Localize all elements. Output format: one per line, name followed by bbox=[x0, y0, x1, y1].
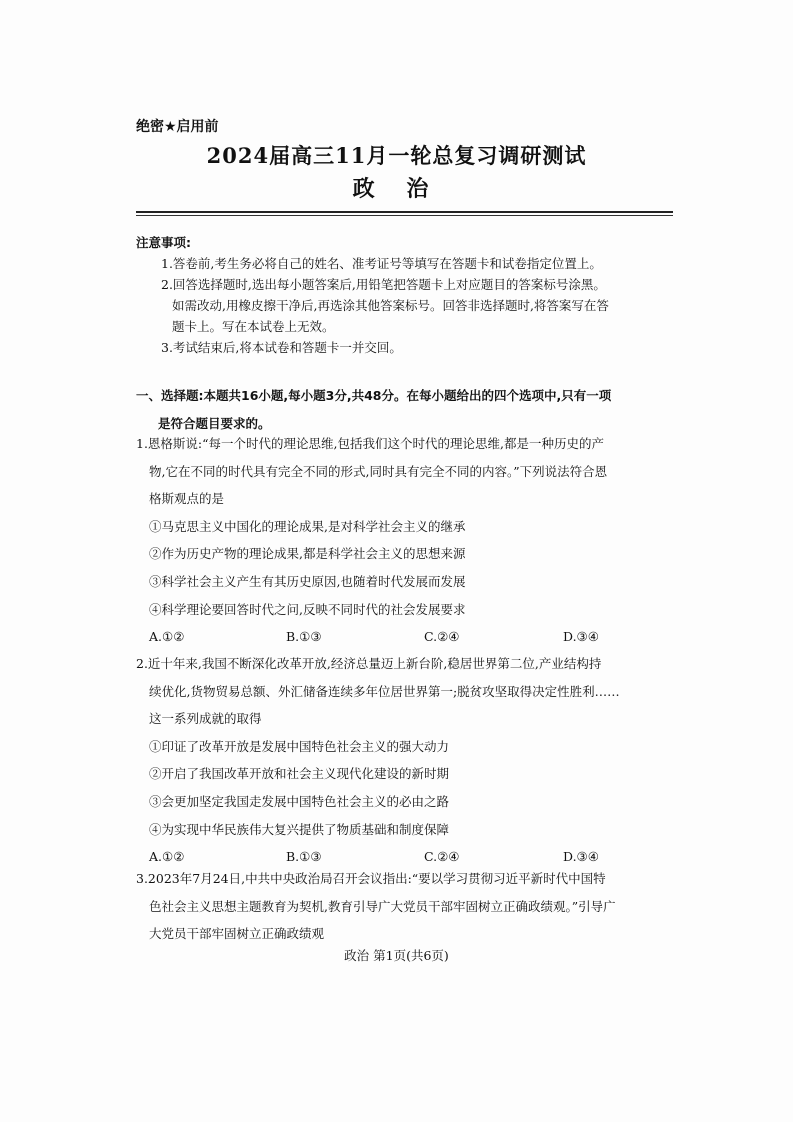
question-stem: 物,它在不同的时代具有完全不同的形式,同时具有完全不同的内容。”下列说法符合恩 bbox=[149, 463, 608, 479]
section-line-2: 是符合题目要求的。 bbox=[158, 416, 271, 431]
confidential-label: 绝密★启用前 bbox=[136, 119, 219, 135]
statement-option: ①马克思主义中国化的理论成果,是对科学社会主义的继承 bbox=[149, 518, 466, 534]
question-2 bbox=[136, 650, 681, 871]
notice-block bbox=[136, 232, 681, 358]
question-stem: 格斯观点的是 bbox=[149, 491, 225, 507]
choice-a: A.①② bbox=[149, 629, 185, 645]
choice-b: B.①③ bbox=[286, 629, 322, 645]
answer-choices bbox=[149, 623, 681, 651]
choice-d: D.③④ bbox=[563, 629, 599, 645]
header-rule-thick bbox=[136, 211, 673, 213]
notice-item-2-cont: 如需改动,用橡皮擦干净后,再选涂其他答案标号。回答非选择题时,将答案写在答 bbox=[172, 298, 609, 313]
statement-option: ③科学社会主义产生有其历史原因,也随着时代发展而发展 bbox=[149, 573, 466, 589]
notice-item-2-cont2: 题卡上。写在本试卷上无效。 bbox=[172, 319, 335, 334]
statement-option: ④为实现中华民族伟大复兴提供了物质基础和制度保障 bbox=[149, 821, 450, 837]
notice-item-3: 3.考试结束后,将本试卷和答题卡一并交回。 bbox=[161, 340, 402, 355]
notice-item-1: 1.答卷前,考生务必将自己的姓名、准考证号等填写在答题卡和试卷指定位置上。 bbox=[161, 256, 602, 271]
exam-title: 2024届高三11月一轮总复习调研测试 bbox=[206, 143, 587, 168]
notice-item-2: 2.回答选择题时,选出每小题答案后,用铅笔把答题卡上对应题目的答案标号涂黑。 bbox=[161, 277, 606, 292]
statement-option: ②作为历史产物的理论成果,都是科学社会主义的思想来源 bbox=[149, 546, 466, 562]
question-stem: 2.近十年来,我国不断深化改革开放,经济总量迈上新台阶,稳居世界第二位,产业结构持 bbox=[136, 656, 602, 671]
notice-heading: 注意事项: bbox=[136, 235, 191, 250]
statement-option: ①印证了改革开放是发展中国特色社会主义的强大动力 bbox=[149, 738, 450, 754]
statement-option: ③会更加坚定我国走发展中国特色社会主义的必由之路 bbox=[149, 793, 450, 809]
question-stem: 续优化,货物贸易总额、外汇储备连续多年位居世界第一;脱贫攻坚取得决定性胜利…… bbox=[149, 683, 620, 699]
statement-option: ④科学理论要回答时代之问,反映不同时代的社会发展要求 bbox=[149, 601, 466, 617]
question-1 bbox=[136, 430, 681, 651]
question-stem: 这一系列成就的取得 bbox=[149, 711, 262, 727]
question-stem: 3.2023年7月24日,中共中央政治局召开会议指出:“要以学习贯彻习近平新时代中国特 bbox=[136, 871, 606, 886]
choice-d: D.③④ bbox=[563, 849, 599, 865]
question-stem: 色社会主义思想主题教育为契机,教育引导广大党员干部牢固树立正确政绩观。”引导广 bbox=[149, 898, 616, 914]
choice-a: A.①② bbox=[149, 849, 185, 865]
question-stem: 大党员干部牢固树立正确政绩观 bbox=[149, 926, 325, 942]
choice-b: B.①③ bbox=[286, 849, 322, 865]
choice-c: C.②④ bbox=[424, 629, 460, 645]
choice-c: C.②④ bbox=[424, 849, 460, 865]
page-footer: 政治 第1页(共6页) bbox=[344, 948, 449, 963]
subject-title: 政 治 bbox=[352, 177, 441, 202]
section-line-1: 一、选择题:本题共16小题,每小题3分,共48分。在每小题给出的四个选项中,只有一项 bbox=[136, 388, 612, 403]
statement-option: ②开启了我国改革开放和社会主义现代化建设的新时期 bbox=[149, 766, 450, 782]
question-3 bbox=[136, 865, 681, 948]
header-rule-thin bbox=[136, 215, 673, 216]
question-stem: 1.恩格斯说:“每一个时代的理论思维,包括我们这个时代的理论思维,都是一种历史的产 bbox=[136, 436, 604, 451]
